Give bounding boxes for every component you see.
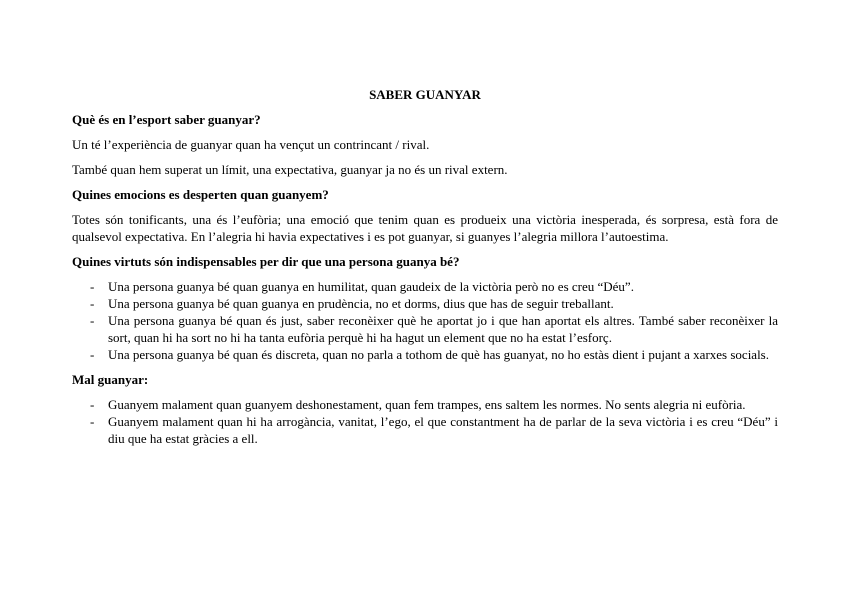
- document-title: SABER GUANYAR: [369, 87, 481, 102]
- dash-bullet: -: [90, 296, 95, 311]
- list-item: [72, 396, 778, 413]
- paragraph: Totes són tonificants, una és l’eufòria; una emoció que tenim quan es produeix una victòria inesperada, és sorpresa, està fora de qualsevol expectativa. En l’alegria hi havia expectatives i es pot guanyar, si guanyes l’alegria millora l’autoestima.: [72, 212, 778, 244]
- list-item-text: Una persona guanya bé quan és discreta, quan no parla a tothom de què has guanyat, no ho estàs dient i pujant a xarxes socials.: [108, 347, 769, 362]
- section-heading-virtues: Quines virtuts són indispensables per dir que una persona guanya bé?: [72, 254, 460, 269]
- dash-bullet: -: [90, 397, 95, 412]
- list-item-text: Guanyem malament quan guanyem deshonestament, quan fem trampes, ens saltem les normes. No sents alegria ni eufòria.: [108, 397, 746, 412]
- list-item-text: Una persona guanya bé quan guanya en prudència, no et dorms, dius que has de seguir treballant.: [108, 296, 614, 311]
- section-heading-bad-winning: Mal guanyar:: [72, 372, 149, 387]
- bad-winning-list: [72, 396, 778, 447]
- list-item: [72, 295, 778, 312]
- section-heading-emotions: Quines emocions es desperten quan guanyem?: [72, 187, 329, 202]
- dash-bullet: -: [90, 347, 95, 362]
- list-item-text: Una persona guanya bé quan guanya en humilitat, quan gaudeix de la victòria però no es creu “Déu”.: [108, 279, 634, 294]
- document-page: [72, 86, 778, 455]
- list-item: [72, 312, 778, 346]
- list-item-text: Guanyem malament quan hi ha arrogància, vanitat, l’ego, el que constantment ha de parlar de la seva victòria i es creu “Déu” i diu que ha estat gràcies a ell.: [108, 414, 778, 446]
- list-item-text: Una persona guanya bé quan és just, saber reconèixer què he aportat jo i que han aportat els altres. També saber reconèixer la sort, quan hi ha sort no hi ha tanta eufòria perquè hi ha hagut un element que no ha estat l’esforç.: [108, 313, 778, 345]
- list-item: [72, 413, 778, 447]
- dash-bullet: -: [90, 313, 95, 328]
- virtues-list: [72, 278, 778, 363]
- section-heading-what-is-winning: Què és en l’esport saber guanyar?: [72, 112, 261, 127]
- list-item: [72, 278, 778, 295]
- dash-bullet: -: [90, 279, 95, 294]
- dash-bullet: -: [90, 414, 95, 429]
- list-item: [72, 346, 778, 363]
- paragraph: Un té l’experiència de guanyar quan ha vençut un contrincant / rival.: [72, 137, 430, 152]
- paragraph: També quan hem superat un límit, una expectativa, guanyar ja no és un rival extern.: [72, 162, 508, 177]
